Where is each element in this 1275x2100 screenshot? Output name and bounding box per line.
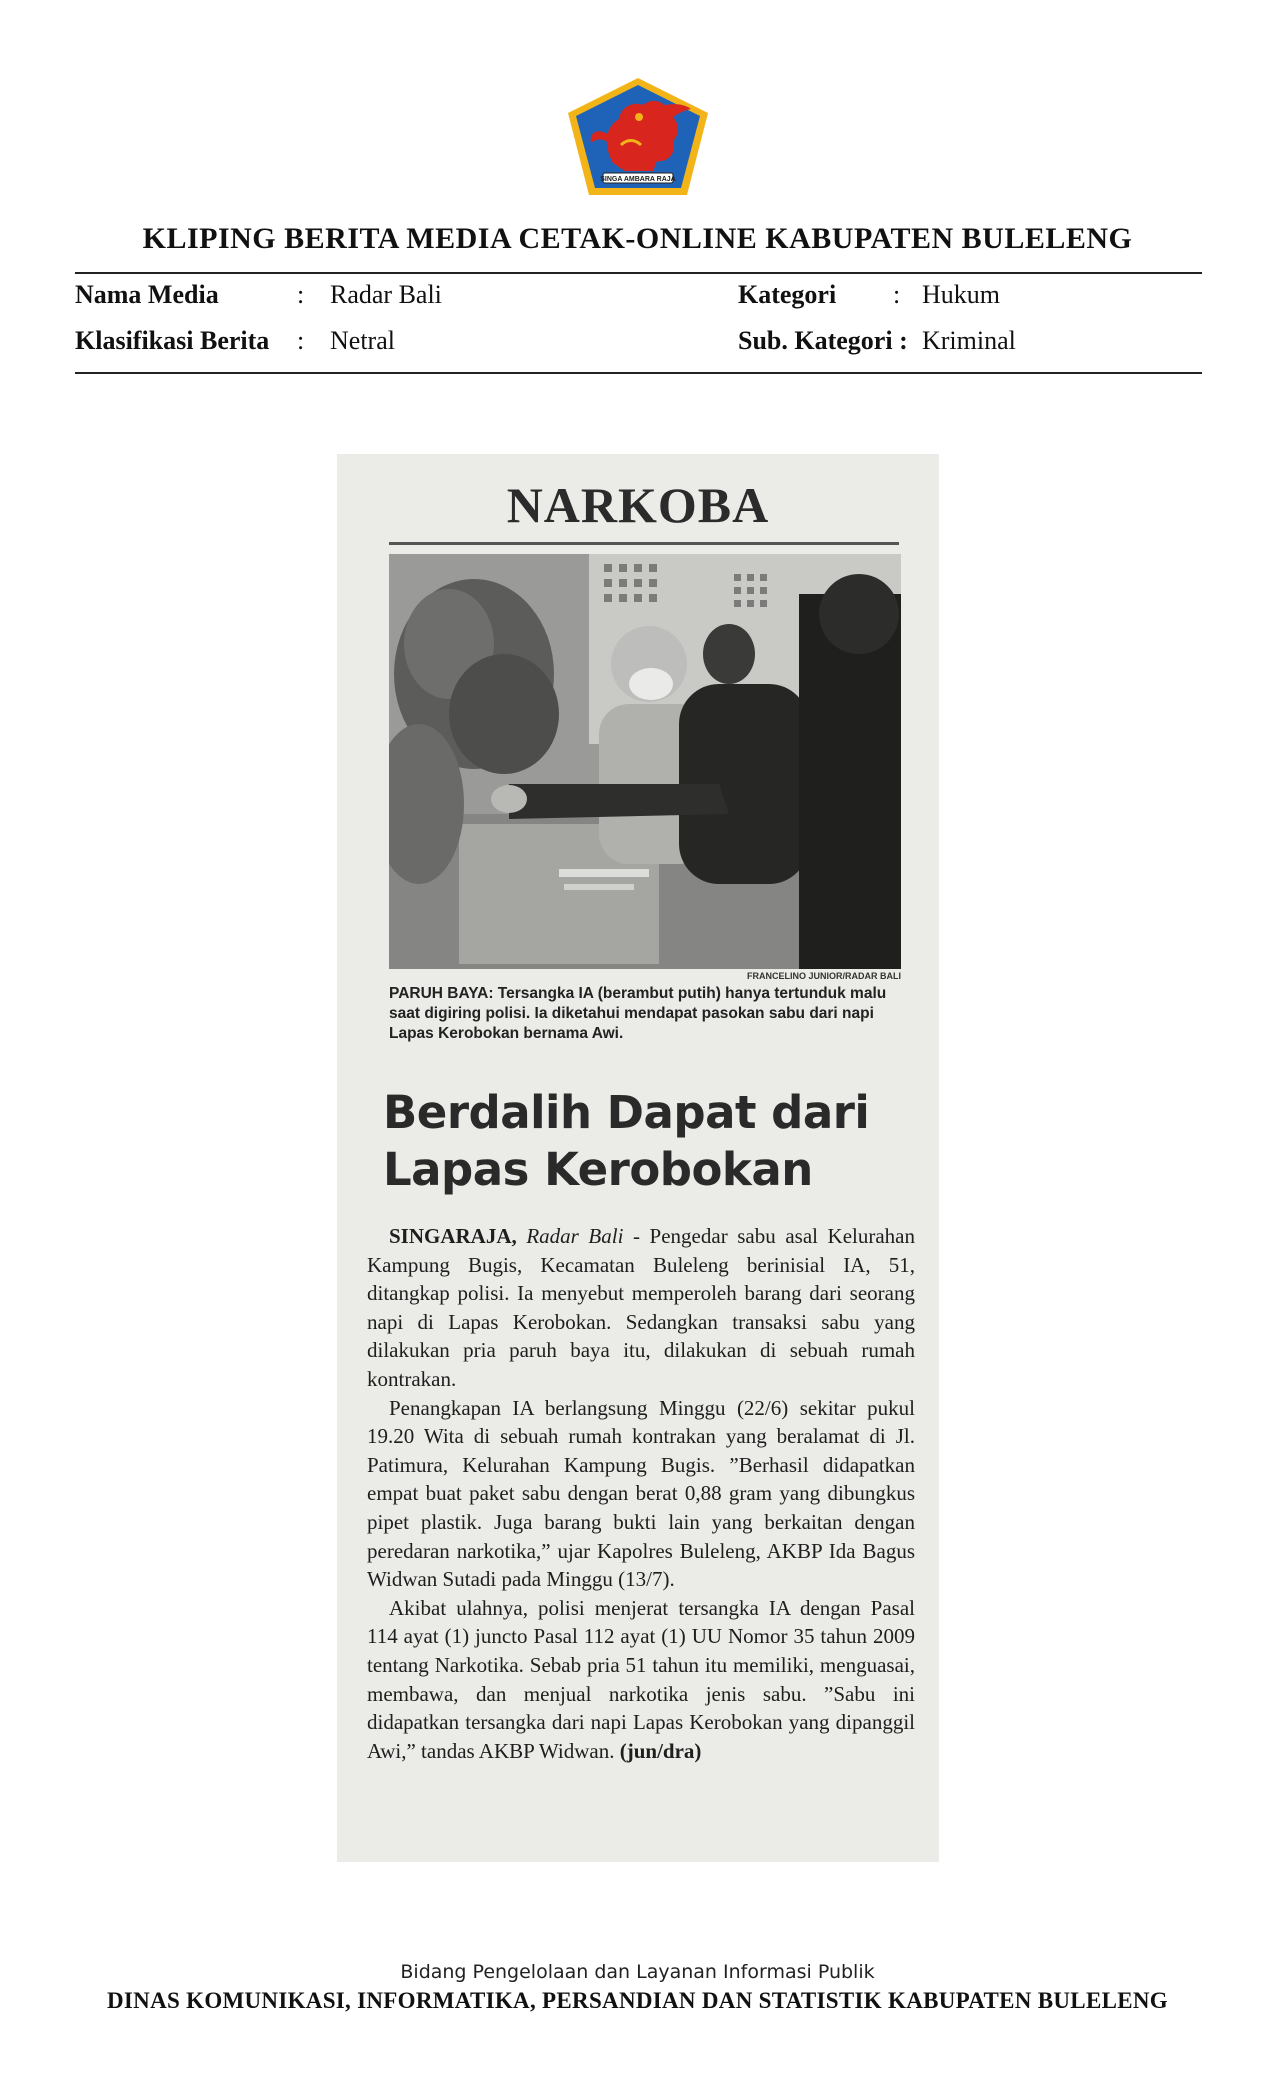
page-title: KLIPING BERITA MEDIA CETAK-ONLINE KABUPATEN BULELENG	[142, 222, 1133, 255]
meta-row-media	[75, 280, 1202, 314]
media-value: Radar Bali	[330, 280, 442, 309]
klasifikasi-colon: :	[297, 326, 305, 355]
article-paragraph-1	[367, 1222, 915, 1394]
klasifikasi-label: Klasifikasi Berita	[75, 326, 270, 355]
news-photo	[389, 554, 901, 969]
article-paragraph-2: Penangkapan IA berlangsung Minggu (22/6) sekitar pukul 19.20 Wita di sebuah rumah kontrakan yang beralamat di Jl. Patimura, Kelurahan Kampung Bugis. ”Berhasil didapatkan empat buat paket sabu dengan berat 0,88 gram yang dibungkus pipet plastik. Juga barang bukti lain yang berkaitan dengan peredaran narkotika,” ujar Kapolres Buleleng, AKBP Ida Bagus Widwan Sutadi pada Minggu (13/7).	[367, 1395, 915, 1592]
klasifikasi-value: Netral	[330, 326, 395, 355]
paragraph-3-text: Akibat ulahnya, polisi menjerat tersangka IA dengan Pasal 114 ayat (1) juncto Pasal 112 ayat (1) UU Nomor 35 tahun 2009 tentang Narkotika. Sebab pria 51 tahun itu memiliki, menguasai, membawa, dan menjual narkotika jenis sabu. ”Sabu ini didapatkan tersangka dari napi Lapas Kerobokan yang dipanggil Awi,” tandas AKBP Widwan.	[367, 1595, 915, 1763]
footer-division: Bidang Pengelolaan dan Layanan Informasi Publik	[400, 1961, 875, 1983]
footer-agency: DINAS KOMUNIKASI, INFORMATIKA, PERSANDIAN DAN STATISTIK KABUPATEN BULELENG	[107, 1988, 1168, 2013]
dateline: SINGARAJA,	[389, 1224, 517, 1248]
publication-name: Radar Bali	[526, 1224, 624, 1248]
paragraph-1-text: - Pengedar sabu asal Kelurahan Kampung Bugis, Kecamatan Buleleng berinisial IA, 51, ditangkap polisi. Ia menyebut memperoleh barang dari seorang napi di Lapas Kerobokan. Sedangkan transaksi sabu yang dilakukan pria paruh baya itu, dilakukan di sebuah rumah kontrakan.	[367, 1224, 916, 1391]
kategori-value: Hukum	[922, 280, 1000, 309]
author-signature: (jun/dra)	[619, 1738, 702, 1763]
buleleng-crest-logo	[563, 75, 713, 200]
sub-kategori-label: Sub. Kategori :	[738, 326, 908, 355]
article-body	[367, 1222, 915, 1765]
article-headline: Berdalih Dapat dari Lapas Kerobokan	[383, 1086, 870, 1196]
kategori-label: Kategori	[738, 280, 837, 309]
sub-kategori-value: Kriminal	[922, 326, 1016, 355]
newspaper-clipping	[337, 454, 939, 1862]
section-rule	[389, 542, 899, 545]
article-paragraph-3	[367, 1594, 915, 1766]
photo-credit: FRANCELINO JUNIOR/RADAR BALI	[747, 971, 901, 981]
svg-text:SINGA AMBARA RAJA: SINGA AMBARA RAJA	[600, 176, 676, 183]
media-colon: :	[297, 280, 305, 309]
header-divider-top	[75, 272, 1202, 274]
header-divider-bottom	[75, 372, 1202, 374]
media-label: Nama Media	[75, 280, 219, 309]
photo-caption: PARUH BAYA: Tersangka IA (berambut putih) hanya tertunduk malu saat digiring polisi. Ia diketahui mendapat pasokan sabu dari napi Lapas Kerobokan bernama Awi.	[389, 985, 887, 1042]
meta-row-klasifikasi	[75, 326, 1202, 360]
kategori-colon: :	[893, 280, 901, 309]
section-heading: NARKOBA	[506, 477, 770, 533]
